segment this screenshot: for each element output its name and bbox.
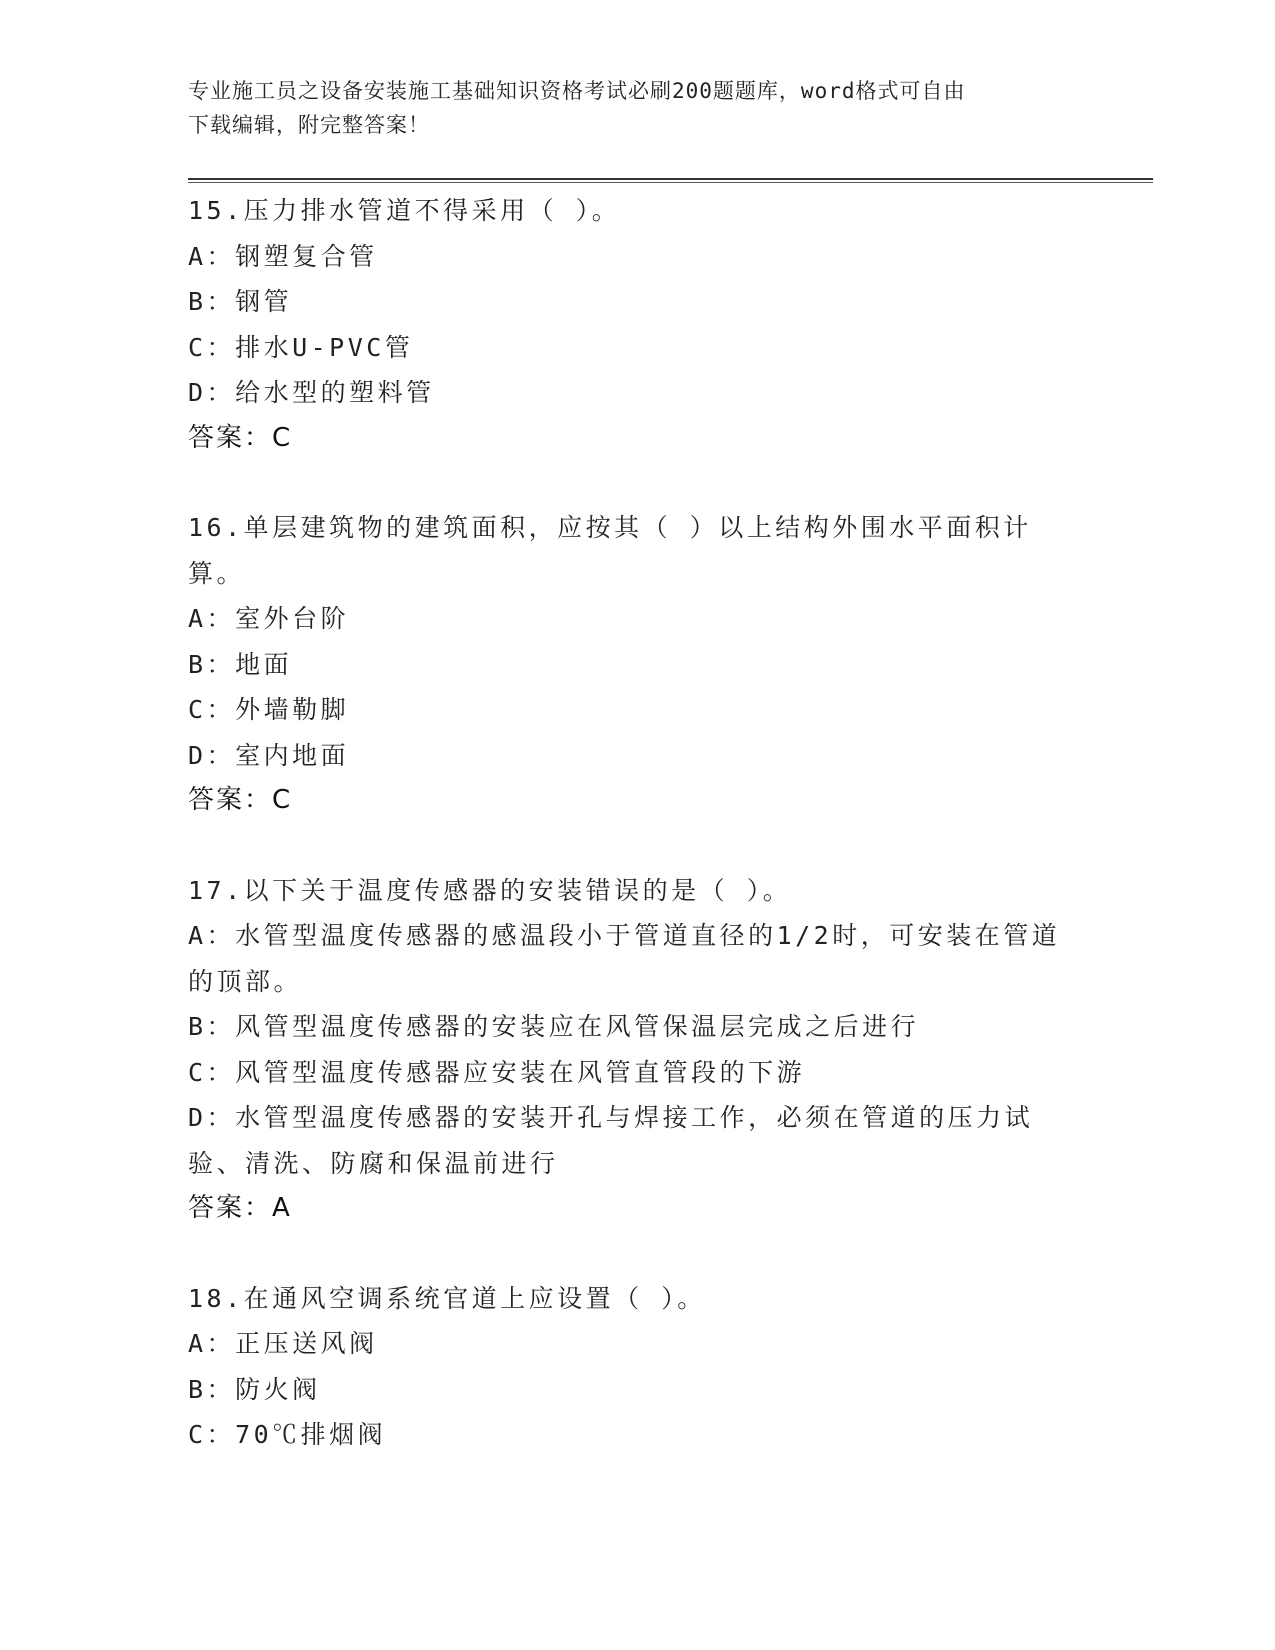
answer-line: 答案：C	[188, 422, 293, 453]
question-list	[188, 188, 1088, 1502]
question-text: 17.以下关于温度传感器的安装错误的是（ ）。	[188, 875, 792, 905]
question-15	[188, 188, 1088, 461]
option-text: 地面	[235, 649, 293, 679]
option-letter: A：	[188, 604, 236, 633]
option-text: 正压送风阀	[235, 1329, 378, 1358]
option-a	[188, 596, 1088, 642]
option-letter: C：	[188, 1420, 236, 1449]
option-b	[188, 1004, 1088, 1050]
option-letter: B：	[188, 1012, 236, 1041]
option-c	[188, 687, 1088, 733]
document-header	[188, 74, 1068, 142]
option-letter: D：	[188, 740, 236, 770]
option-letter: C：	[188, 332, 236, 362]
option-a	[188, 913, 1088, 1004]
option-c	[188, 1050, 1088, 1096]
option-letter: A：	[188, 921, 236, 950]
option-d	[188, 370, 1088, 416]
option-text: 室内地面	[235, 740, 350, 770]
option-text: 防火阀	[235, 1374, 321, 1404]
option-b	[188, 279, 1088, 325]
question-text: 18.在通风空调系统官道上应设置（ ）。	[188, 1283, 706, 1313]
option-text: 70℃排烟阀	[235, 1420, 387, 1449]
option-b	[188, 1367, 1088, 1413]
header-divider-thick	[188, 178, 1153, 180]
option-text: 外墙勒脚	[235, 695, 350, 724]
option-d	[188, 733, 1088, 779]
header-divider-thin	[188, 182, 1153, 183]
option-text: 钢管	[235, 287, 293, 316]
header-line-2: 下载编辑，附完整答案！	[188, 113, 430, 137]
question-16	[188, 505, 1088, 824]
option-letter: B：	[188, 287, 236, 316]
option-text: 给水型的塑料管	[235, 378, 435, 407]
option-text: 钢塑复合管	[235, 241, 378, 271]
option-text: 风管型温度传感器应安装在风管直管段的下游	[235, 1057, 806, 1087]
option-text: 水管型温度传感器的安装开孔与焊接工作，必须在管道的压力试验、清洗、防腐和保温前进行	[188, 1103, 1034, 1178]
option-b	[188, 642, 1088, 688]
option-letter: A：	[188, 241, 236, 271]
question-text: 15.压力排水管道不得采用（ ）。	[188, 196, 621, 225]
option-letter: D：	[188, 1103, 236, 1132]
question-text: 16.单层建筑物的建筑面积，应按其（ ）以上结构外围水平面积计算。	[188, 513, 1032, 588]
option-text: 风管型温度传感器的安装应在风管保温层完成之后进行	[235, 1012, 920, 1041]
question-17	[188, 868, 1088, 1232]
answer-line: 答案：C	[188, 785, 293, 815]
option-letter: A：	[188, 1329, 236, 1358]
question-18	[188, 1276, 1088, 1458]
option-text: 排水U-PVC管	[235, 332, 414, 362]
option-text: 室外台阶	[235, 604, 350, 633]
option-a	[188, 234, 1088, 280]
option-letter: D：	[188, 378, 236, 407]
option-d	[188, 1095, 1088, 1186]
option-c	[188, 325, 1088, 371]
option-c	[188, 1412, 1088, 1458]
answer-line: 答案：A	[188, 1193, 292, 1223]
option-text: 水管型温度传感器的感温段小于管道直径的1/2时，可安装在管道的顶部。	[188, 921, 1061, 996]
option-a	[188, 1321, 1088, 1367]
header-line-1: 专业施工员之设备安装施工基础知识资格考试必刷200题题库，word格式可自由	[188, 79, 966, 103]
option-letter: B：	[188, 649, 236, 679]
option-letter: C：	[188, 695, 236, 724]
option-letter: C：	[188, 1057, 236, 1087]
option-letter: B：	[188, 1374, 236, 1404]
